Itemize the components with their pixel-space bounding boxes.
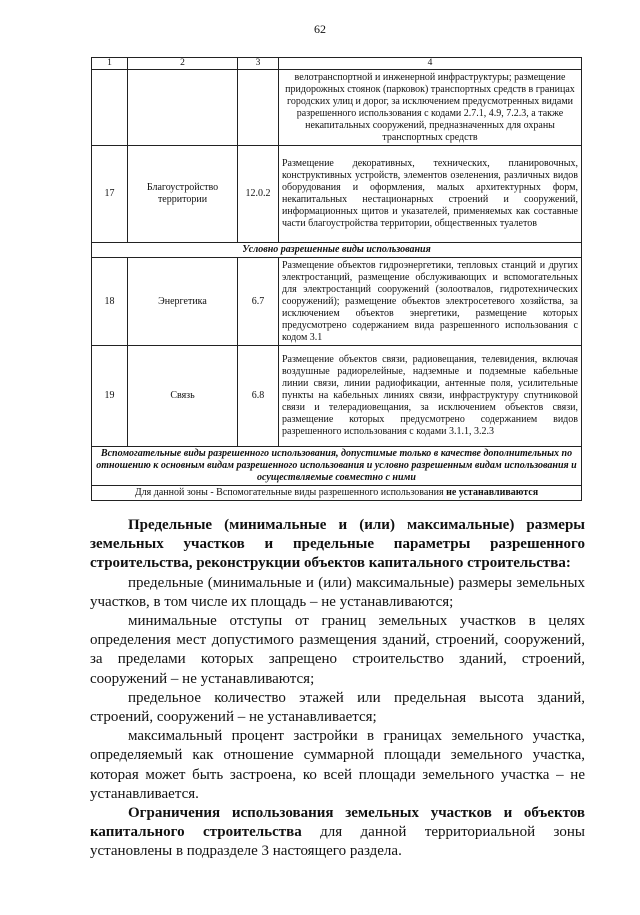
auxiliary-note xyxy=(92,486,582,501)
row-description: Размещение декоративных, технических, планировочных, конструктивных устройств, элементов озеленения, различных видов оборудования и оформления, малых архитектурных форм, некапитальных нестационарных строений и сооружений, информационных щитов и указателей, применяемых как составные части благоустройства территории, общественных туалетов xyxy=(279,146,582,243)
row-description: Размещение объектов гидроэнергетики, тепловых станций и других электростанций, размещение обслуживающих и вспомогательных для электростанций сооружений (золоотвалов, гидротехнических сооружений); размещение объектов электросетевого хозяйства, за исключением объектов энергетики, размещение которых предусмотрено содержанием вида разрешенного использования с кодом 3.1 xyxy=(279,258,582,346)
restrictions-paragraph xyxy=(90,804,585,862)
table-row xyxy=(92,146,582,243)
row-number: 17 xyxy=(92,146,128,243)
section-row xyxy=(92,486,582,501)
table-row xyxy=(92,258,582,346)
column-number-3: 3 xyxy=(238,58,279,70)
row-description: Размещение объектов связи, радиовещания, телевидения, включая воздушные радиорелейные, надземные и подземные кабельные линии связи, линии радиофикации, антенные поля, усилительные пункты на кабельных линиях связи, инфраструктуру спутниковой связи и телерадиовещания, за исключением объектов связи, размещение которых предусмотрено содержанием видов разрешенного использования с кодами 3.1.1, 3.2.3 xyxy=(279,346,582,447)
row-code xyxy=(238,70,279,146)
row-name: Энергетика xyxy=(128,258,238,346)
restrictions-bold: Ограничения использования земельных участков и объектов капитального строительства xyxy=(90,805,585,841)
column-number-row xyxy=(92,58,582,70)
row-number: 19 xyxy=(92,346,128,447)
auxiliary-section-title: Вспомогательные виды разрешенного использования, допустимые только в качестве дополнительных по отношению к основным видам разрешенного использования и условно разрешенным видам использования и осуществляемые совместно с ними xyxy=(92,447,582,486)
row-description: велотранспортной и инженерной инфраструктуры; размещение придорожных стоянок (парковок) транспортных средств в границах городских улиц и дорог, за исключением предусмотренных видами разрешенного использования с кодами 2.7.1, 4.9, 7.2.3, а также некапитальных сооружений, предназначенных для охраны транспортных средств xyxy=(279,70,582,146)
column-number-4: 4 xyxy=(279,58,582,70)
conditional-section-title: Условно разрешенные виды использования xyxy=(92,243,582,258)
row-number: 18 xyxy=(92,258,128,346)
row-name: Связь xyxy=(128,346,238,447)
row-code: 12.0.2 xyxy=(238,146,279,243)
parameters-text xyxy=(90,516,585,862)
section-row xyxy=(92,243,582,258)
land-use-table xyxy=(91,57,582,501)
row-name xyxy=(128,70,238,146)
paragraph: максимальный процент застройки в границах земельного участка, определяемый как отношение суммарной площади земельного участка, которая может быть застроена, ко всей площади земельного участка – не устанавливается. xyxy=(90,728,585,802)
auxiliary-note-bold: не устанавливаются xyxy=(446,487,539,498)
paragraph: минимальные отступы от границ земельных участков в целях определения мест допустимого размещения зданий, строений, сооружений, за пределами которых запрещено строительство зданий, строений, сооружений – не устанавливаются; xyxy=(90,613,585,687)
section-row xyxy=(92,447,582,486)
parameters-heading: Предельные (минимальные и (или) максимальные) размеры земельных участков и предельные параметры разрешенного строительства, реконструкции объектов капитального строительства: xyxy=(90,517,585,572)
row-code: 6.7 xyxy=(238,258,279,346)
restrictions-rest: для данной территориальной зоны установлены в подразделе 3 настоящего раздела. xyxy=(90,824,585,860)
column-number-1: 1 xyxy=(92,58,128,70)
paragraph: предельные (минимальные и (или) максимальные) размеры земельных участков, в том числе их площадь – не устанавливаются; xyxy=(90,574,585,610)
page-number: 62 xyxy=(314,22,326,36)
column-number-2: 2 xyxy=(128,58,238,70)
paragraph: предельное количество этажей или предельная высота зданий, строений, сооружений – не устанавливается; xyxy=(90,689,585,726)
row-code: 6.8 xyxy=(238,346,279,447)
row-number xyxy=(92,70,128,146)
auxiliary-note-prefix: Для данной зоны - Вспомогательные виды разрешенного использования xyxy=(134,487,447,498)
table-row xyxy=(92,346,582,447)
row-name: Благоустройство территории xyxy=(128,146,238,243)
table-row xyxy=(92,70,582,146)
